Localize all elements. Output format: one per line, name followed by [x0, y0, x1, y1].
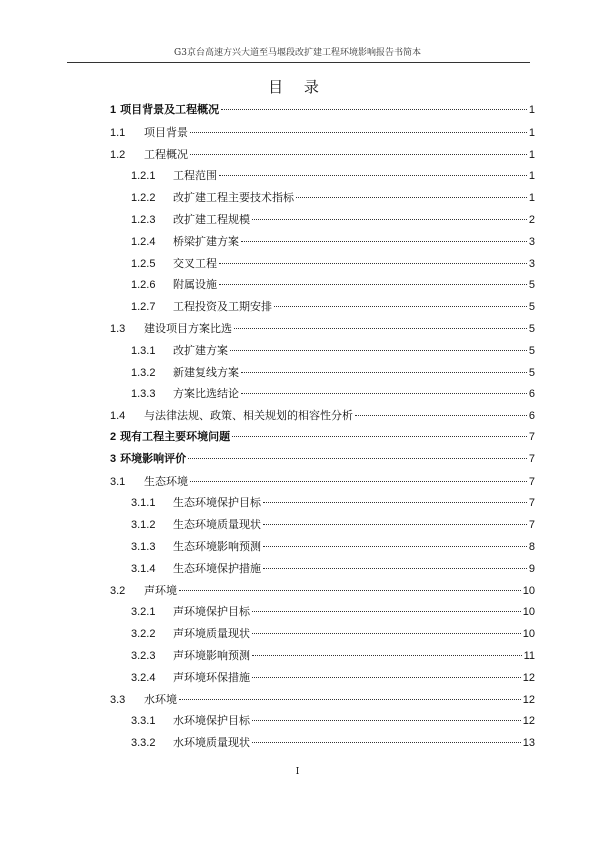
toc-entry[interactable] — [110, 209, 535, 231]
toc-entry-number: 1.4 — [110, 410, 126, 423]
toc-entry-page: 7 — [528, 430, 535, 443]
dot-leader — [252, 219, 527, 220]
toc-entry-number: 1.3 — [110, 322, 126, 335]
toc-entry-page: 7 — [528, 452, 535, 465]
toc-entry-page: 3 — [528, 235, 535, 248]
dot-leader — [252, 633, 521, 634]
toc-entry-number: 1.2.5 — [131, 257, 156, 270]
toc-entry-title: 生态环境影响预测 — [173, 539, 261, 553]
toc-entry-page: 5 — [528, 344, 535, 357]
toc-entry[interactable] — [110, 471, 535, 493]
toc-entry[interactable] — [110, 667, 535, 689]
toc-entry-number: 3.3.1 — [131, 715, 156, 728]
toc-entry-page: 1 — [528, 148, 535, 161]
dot-leader — [241, 241, 527, 242]
dot-leader — [296, 197, 527, 198]
toc-entry-title: 现有工程主要环境问题 — [120, 430, 231, 443]
toc-entry-page: 1 — [528, 126, 535, 139]
dot-leader — [190, 154, 527, 155]
toc-entry[interactable] — [110, 362, 535, 384]
toc-entry[interactable] — [110, 645, 535, 667]
toc-entry-page: 6 — [528, 388, 535, 401]
toc-entry-title: 声环境 — [144, 583, 177, 597]
toc-entry-title: 水环境保护目标 — [173, 714, 250, 728]
toc-entry[interactable] — [110, 580, 535, 602]
toc-entry-number: 3 — [110, 452, 117, 465]
toc-entry-title: 改扩建方案 — [173, 343, 228, 357]
toc-entry-number: 1.3.2 — [131, 366, 156, 379]
dot-leader — [252, 655, 522, 656]
toc-entry-title: 工程概况 — [144, 147, 188, 161]
dot-leader — [274, 306, 527, 307]
toc-entry-title: 生态环境 — [144, 474, 188, 488]
toc-entry-page: 12 — [522, 693, 535, 706]
toc-entry-page: 5 — [528, 301, 535, 314]
toc-entry-number: 3.2.3 — [131, 649, 156, 662]
toc-entry[interactable] — [110, 383, 535, 405]
toc-entry-title: 生态环境保护措施 — [173, 561, 261, 575]
dot-leader — [219, 263, 527, 264]
toc-entry[interactable] — [110, 558, 535, 580]
toc-entry-number: 1.1 — [110, 126, 126, 139]
toc-entry[interactable] — [110, 623, 535, 645]
toc-entry-title: 水环境 — [144, 692, 177, 706]
toc-entry-page: 8 — [528, 540, 535, 553]
toc-entry-page: 6 — [528, 410, 535, 423]
toc-entry-page: 9 — [528, 562, 535, 575]
toc-entry-page: 10 — [522, 606, 535, 619]
toc-entry[interactable] — [110, 340, 535, 362]
toc-entry-page: 1 — [528, 104, 535, 116]
header-rule — [67, 62, 530, 63]
toc-entry-title: 水环境质量现状 — [173, 736, 250, 750]
toc-entry-number: 3.1.1 — [131, 497, 156, 510]
toc-entry[interactable] — [110, 100, 535, 122]
dot-leader — [252, 720, 521, 721]
toc-entry-page: 12 — [522, 671, 535, 684]
running-header: G3京台高速方兴大道至马堰段改扩建工程环境影响报告书简本 — [174, 48, 421, 58]
toc-entry-number: 1 — [110, 104, 117, 116]
toc-entry[interactable] — [110, 689, 535, 711]
toc-entry-page: 7 — [528, 497, 535, 510]
toc-entry-title: 方案比选结论 — [173, 387, 239, 401]
toc-entry-title: 生态环境保护目标 — [173, 496, 261, 510]
dot-leader — [232, 436, 527, 437]
toc-entry-title: 与法律法规、政策、相关规划的相容性分析 — [144, 409, 353, 423]
toc-entry-page: 10 — [522, 584, 535, 597]
toc-entry-number: 2 — [110, 430, 117, 443]
dot-leader — [241, 372, 527, 373]
table-of-contents — [110, 100, 535, 754]
toc-entry[interactable] — [110, 144, 535, 166]
toc-entry[interactable] — [110, 405, 535, 427]
toc-entry-title: 声环境质量现状 — [173, 627, 250, 641]
toc-entry-number: 1.2.1 — [131, 170, 156, 183]
toc-entry[interactable] — [110, 732, 535, 754]
toc-entry-title: 声环境影响预测 — [173, 648, 250, 662]
toc-entry-number: 3.1 — [110, 475, 126, 488]
toc-entry-page: 10 — [522, 628, 535, 641]
toc-entry-page: 2 — [528, 213, 535, 226]
toc-entry[interactable] — [110, 122, 535, 144]
dot-leader — [179, 699, 521, 700]
toc-entry-title: 桥梁扩建方案 — [173, 234, 239, 248]
dot-leader — [263, 524, 527, 525]
toc-entry-number: 3.2.2 — [131, 628, 156, 641]
toc-entry-number: 3.1.3 — [131, 540, 156, 553]
dot-leader — [263, 502, 527, 503]
toc-entry-number: 1.3.1 — [131, 344, 156, 357]
dot-leader — [252, 742, 521, 743]
dot-leader — [241, 393, 527, 394]
toc-entry-title: 附属设施 — [173, 278, 217, 292]
toc-entry-number: 1.2.2 — [131, 192, 156, 205]
toc-entry-page: 5 — [528, 366, 535, 379]
toc-entry-title: 项目背景 — [144, 125, 188, 139]
dot-leader — [188, 458, 527, 459]
toc-entry-title: 项目背景及工程概况 — [120, 104, 220, 116]
toc-entry-number: 3.2 — [110, 584, 126, 597]
toc-entry-page: 5 — [528, 322, 535, 335]
toc-entry-number: 1.3.3 — [131, 388, 156, 401]
toc-entry-number: 3.1.4 — [131, 562, 156, 575]
toc-entry-title: 新建复线方案 — [173, 365, 239, 379]
toc-entry-number: 3.2.4 — [131, 671, 156, 684]
toc-entry[interactable] — [110, 231, 535, 253]
toc-entry-title: 环境影响评价 — [120, 452, 187, 465]
toc-entry[interactable] — [110, 187, 535, 209]
dot-leader — [252, 611, 521, 612]
toc-entry-number: 3.3 — [110, 693, 126, 706]
dot-leader — [230, 350, 527, 351]
toc-entry-page: 13 — [522, 737, 535, 750]
toc-entry-page: 12 — [522, 715, 535, 728]
toc-entry-page: 7 — [528, 475, 535, 488]
toc-entry-title: 声环境保护目标 — [173, 605, 250, 619]
toc-entry[interactable] — [110, 318, 535, 340]
toc-entry-number: 3.2.1 — [131, 606, 156, 619]
dot-leader — [179, 590, 521, 591]
dot-leader — [355, 415, 527, 416]
dot-leader — [219, 175, 527, 176]
toc-entry-number: 3.3.2 — [131, 737, 156, 750]
dot-leader — [190, 132, 527, 133]
dot-leader — [252, 677, 521, 678]
toc-entry-number: 3.1.2 — [131, 519, 156, 532]
toc-title: 目 录 — [268, 78, 327, 96]
page-number: I — [295, 767, 300, 777]
toc-entry-title: 工程投资及工期安排 — [173, 300, 272, 314]
toc-entry[interactable] — [110, 601, 535, 623]
toc-entry[interactable] — [110, 165, 535, 187]
dot-leader — [263, 546, 527, 547]
toc-entry-page: 1 — [528, 192, 535, 205]
toc-entry[interactable] — [110, 536, 535, 558]
toc-entry-number: 1.2 — [110, 148, 126, 161]
toc-entry-number: 1.2.6 — [131, 279, 156, 292]
toc-entry[interactable] — [110, 514, 535, 536]
toc-entry-title: 生态环境质量现状 — [173, 518, 261, 532]
toc-entry-title: 改扩建工程规模 — [173, 212, 250, 226]
toc-entry[interactable] — [110, 296, 535, 318]
toc-entry-title: 改扩建工程主要技术指标 — [173, 191, 294, 205]
toc-entry-page: 1 — [528, 170, 535, 183]
dot-leader — [263, 568, 527, 569]
toc-entry[interactable] — [110, 274, 535, 296]
toc-entry-title: 交叉工程 — [173, 256, 217, 270]
toc-entry-title: 工程范围 — [173, 169, 217, 183]
toc-entry-title: 建设项目方案比选 — [144, 321, 232, 335]
toc-entry-page: 5 — [528, 279, 535, 292]
toc-entry[interactable] — [110, 427, 535, 449]
toc-entry[interactable] — [110, 449, 535, 471]
toc-entry-page: 7 — [528, 519, 535, 532]
dot-leader — [221, 109, 527, 110]
toc-entry[interactable] — [110, 253, 535, 275]
toc-entry-number: 1.2.7 — [131, 301, 156, 314]
dot-leader — [190, 481, 527, 482]
toc-entry-number: 1.2.3 — [131, 213, 156, 226]
dot-leader — [234, 328, 527, 329]
dot-leader — [219, 284, 527, 285]
toc-entry-title: 声环境环保措施 — [173, 670, 250, 684]
toc-entry[interactable] — [110, 492, 535, 514]
toc-entry[interactable] — [110, 710, 535, 732]
toc-entry-page: 11 — [523, 649, 535, 662]
toc-entry-page: 3 — [528, 257, 535, 270]
toc-entry-number: 1.2.4 — [131, 235, 156, 248]
